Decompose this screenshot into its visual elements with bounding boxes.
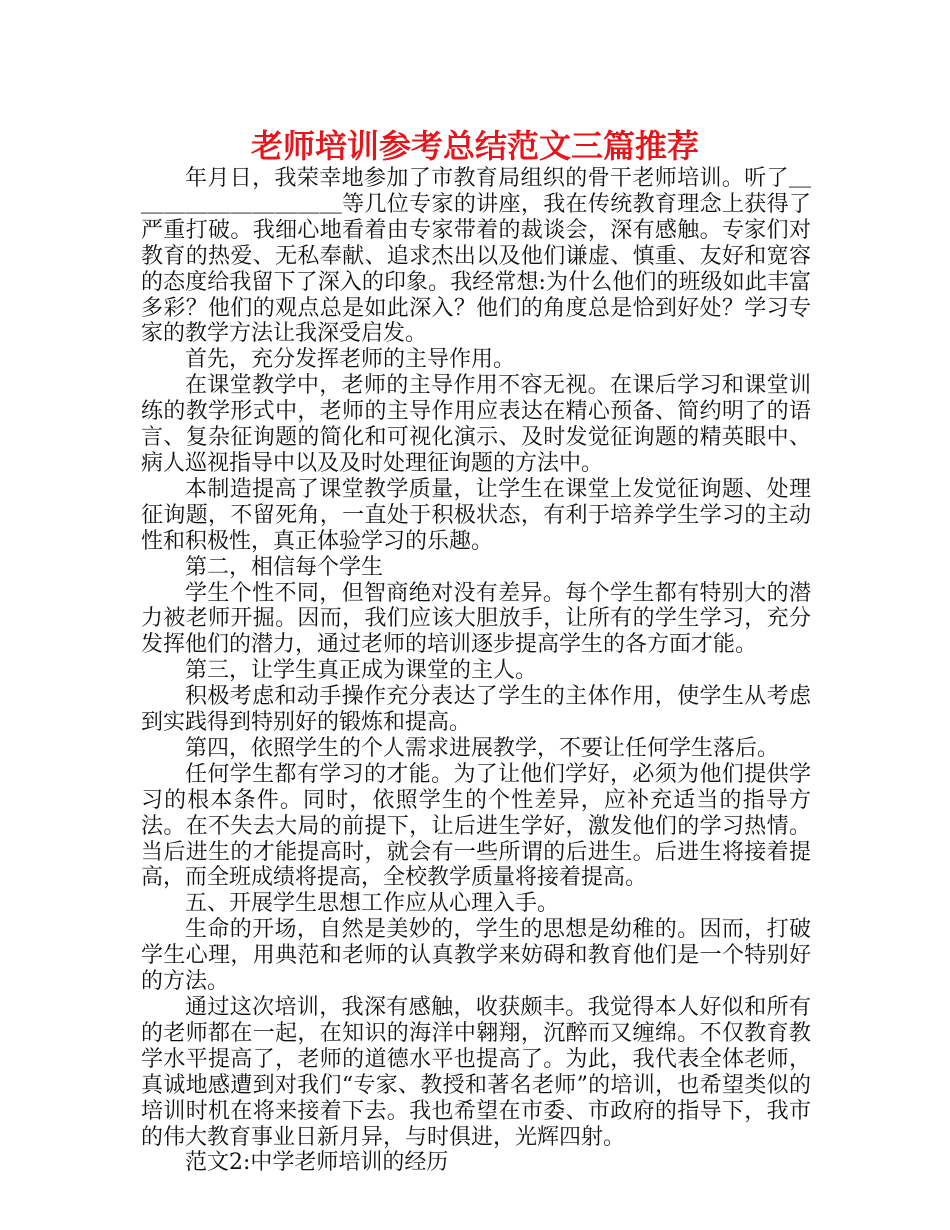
paragraph: 五、开展学生思想工作应从心理入手。: [185, 891, 560, 917]
paragraph: 第三，让学生真正成为课堂的主人。: [185, 658, 538, 684]
paragraph: 任何学生都有学习的才能。为了让他们学好，必须为他们提供学习的根本条件。同时，依照学生的个性差异，应补充适当的指导方法。在不失去大局的前提下，让后进生学好，激发他们的学习热情。当后进生的才能提高时，就会有一些所谓的后进生。后进生将接着提高，而全班成绩将提高，全校教学质量将接着提高。: [141, 761, 811, 891]
paragraph: 范文2:中学老师培训的经历: [185, 1150, 449, 1176]
paragraph: 积极考虑和动手操作充分表达了学生的主体作用，使学生从考虑到实践得到特别好的锻炼和提高。: [141, 684, 811, 736]
document-title: 老师培训参考总结范文三篇推荐: [250, 127, 699, 165]
paragraph: 第二，相信每个学生: [185, 554, 384, 580]
paragraph: 在课堂教学中，老师的主导作用不容无视。在课后学习和课堂训练的教学形式中，老师的主导作用应表达在精心预备、简约明了的语言、复杂征询题的简化和可视化演示、及时发觉征询题的精英眼中、病人巡视指导中以及及时处理征询题的方法中。: [141, 373, 811, 476]
paragraph: 年月日，我荣幸地参加了市教育局组织的骨干老师培训。听了＿＿＿＿＿＿＿＿＿＿等几位专家的讲座，我在传统教育理念上获得了严重打破。我细心地看着由专家带着的裁谈会，深有感触。专家们对教育的热爱、无私奉献、追求杰出以及他们谦虚、慎重、友好和宽容的态度给我留下了深入的印象。我经常想:为什么他们的班级如此丰富多彩？他们的观点总是如此深入？他们的角度总是恰到好处？学习专家的教学方法让我深受启发。: [141, 166, 811, 347]
paragraph: 学生个性不同，但智商绝对没有差异。每个学生都有特别大的潜力被老师开掘。因而，我们应该大胆放手，让所有的学生学习，充分发挥他们的潜力，通过老师的培训逐步提高学生的各方面才能。: [141, 580, 811, 658]
document-body: [141, 166, 811, 1176]
paragraph: 通过这次培训，我深有感触，收获颇丰。我觉得本人好似和所有的老师都在一起，在知识的海洋中翱翔，沉醉而又缠绵。不仅教育教学水平提高了，老师的道德水平也提高了。为此，我代表全体老师，真诚地感遭到对我们“专家、教授和著名老师”的培训，也希望类似的培训时机在将来接着下去。我也希望在市委、市政府的指导下，我市的伟大教育事业日新月异，与时俱进，光辉四射。: [141, 995, 811, 1150]
paragraph: 生命的开场，自然是美妙的，学生的思想是幼稚的。因而，打破学生心理，用典范和老师的认真教学来妨碍和教育他们是一个特别好的方法。: [141, 917, 811, 995]
paragraph: 第四，依照学生的个人需求进展教学，不要让任何学生落后。: [185, 735, 780, 761]
paragraph: 本制造提高了课堂教学质量，让学生在课堂上发觉征询题、处理征询题，不留死角，一直处于积极状态，有利于培养学生学习的主动性和积极性，真正体验学习的乐趣。: [141, 476, 811, 554]
paragraph: 首先，充分发挥老师的主导作用。: [185, 347, 516, 373]
